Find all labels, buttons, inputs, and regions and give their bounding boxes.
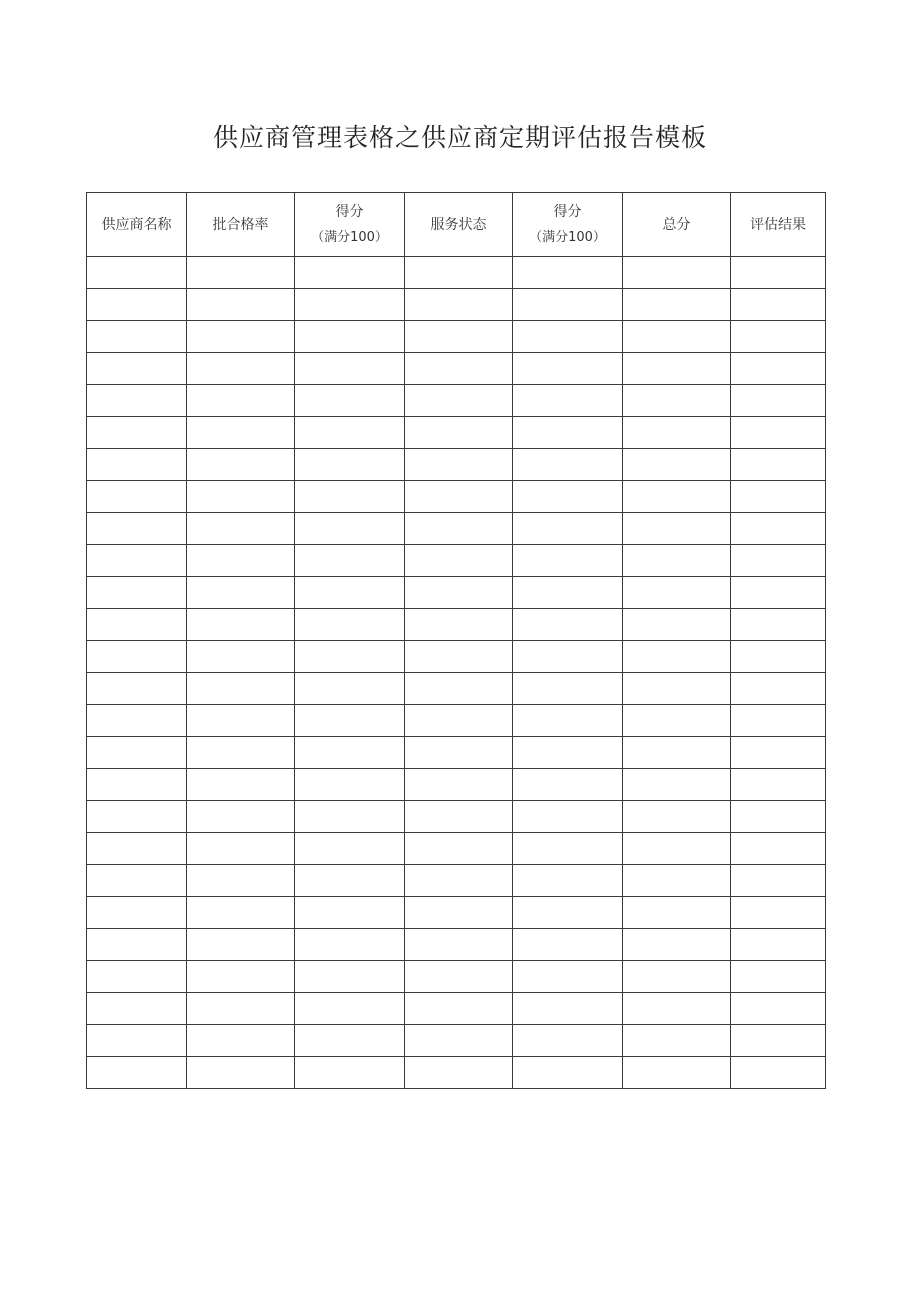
table-row [87,609,826,641]
table-cell[interactable] [295,1025,405,1057]
table-cell[interactable] [87,513,187,545]
table-cell[interactable] [295,417,405,449]
table-cell[interactable] [87,257,187,289]
table-cell[interactable] [295,481,405,513]
table-cell[interactable] [87,801,187,833]
table-row [87,481,826,513]
table-cell[interactable] [187,737,295,769]
table-cell[interactable] [187,257,295,289]
header-service-status [405,193,513,257]
table-cell[interactable] [87,641,187,673]
table-cell[interactable] [295,993,405,1025]
table-cell[interactable] [731,673,826,705]
table-cell[interactable] [295,929,405,961]
table-row [87,833,826,865]
table-cell[interactable] [187,1057,295,1089]
page-title: 供应商管理表格之供应商定期评估报告模板 [212,123,707,152]
table-cell[interactable] [513,993,623,1025]
table-cell[interactable] [87,417,187,449]
table-cell[interactable] [731,289,826,321]
table-cell[interactable] [87,705,187,737]
header-label: 供应商名称 [101,216,172,233]
table-cell[interactable] [623,417,731,449]
table-cell[interactable] [623,673,731,705]
header-sublabel: （满分100） [529,229,606,245]
table-cell[interactable] [405,769,513,801]
header-quality-score [295,193,405,257]
table-cell[interactable] [513,385,623,417]
table-cell[interactable] [295,705,405,737]
table-cell[interactable] [623,897,731,929]
table-row [87,417,826,449]
table-cell[interactable] [623,769,731,801]
header-label: 批合格率 [212,216,269,233]
header-batch-pass-rate [187,193,295,257]
table-cell[interactable] [187,673,295,705]
table-cell[interactable] [731,705,826,737]
table-cell[interactable] [731,577,826,609]
table-cell[interactable] [87,961,187,993]
header-row [87,193,826,257]
table-cell[interactable] [623,609,731,641]
table-cell[interactable] [87,577,187,609]
table-cell[interactable] [295,385,405,417]
table-cell[interactable] [87,481,187,513]
table-cell[interactable] [731,545,826,577]
header-label: 总分 [662,216,691,233]
table-cell[interactable] [405,705,513,737]
table-cell[interactable] [405,833,513,865]
table-cell[interactable] [87,769,187,801]
table-cell[interactable] [405,321,513,353]
header-label: 评估结果 [750,216,806,233]
table-cell[interactable] [187,929,295,961]
table-cell[interactable] [187,513,295,545]
table-cell[interactable] [405,801,513,833]
table-cell[interactable] [513,417,623,449]
table-cell[interactable] [187,609,295,641]
table-cell[interactable] [87,929,187,961]
table-cell[interactable] [513,353,623,385]
table-cell[interactable] [513,257,623,289]
table-cell[interactable] [513,481,623,513]
table-cell[interactable] [513,929,623,961]
table-cell[interactable] [405,673,513,705]
table-cell[interactable] [405,865,513,897]
table-cell[interactable] [295,545,405,577]
table-cell[interactable] [731,929,826,961]
table-cell[interactable] [295,577,405,609]
table-cell[interactable] [513,737,623,769]
table-cell[interactable] [87,1057,187,1089]
table-cell[interactable] [623,705,731,737]
table-cell[interactable] [623,961,731,993]
table-cell[interactable] [731,961,826,993]
table-row [87,961,826,993]
table-cell[interactable] [87,865,187,897]
table-cell[interactable] [405,961,513,993]
table-cell[interactable] [623,929,731,961]
table-row [87,1025,826,1057]
table-cell[interactable] [623,321,731,353]
table-cell[interactable] [623,641,731,673]
table-cell[interactable] [295,897,405,929]
header-service-score [513,193,623,257]
table-cell[interactable] [405,1025,513,1057]
table-row [87,577,826,609]
table-cell[interactable] [405,289,513,321]
table-cell[interactable] [405,1057,513,1089]
table-cell[interactable] [623,865,731,897]
table-cell[interactable] [295,833,405,865]
table-row [87,737,826,769]
table-cell[interactable] [87,609,187,641]
table-cell[interactable] [187,353,295,385]
table-cell[interactable] [87,737,187,769]
table-row [87,1057,826,1089]
supplier-evaluation-table [86,192,826,1089]
table-cell[interactable] [187,769,295,801]
table-row [87,385,826,417]
table-cell[interactable] [295,609,405,641]
table-cell[interactable] [187,993,295,1025]
table-cell[interactable] [513,545,623,577]
table-cell[interactable] [405,481,513,513]
table-cell[interactable] [405,993,513,1025]
table-cell[interactable] [731,1057,826,1089]
table-cell[interactable] [513,641,623,673]
table-cell[interactable] [187,961,295,993]
header-evaluation-result [731,193,826,257]
table-cell[interactable] [731,865,826,897]
table-cell[interactable] [87,353,187,385]
table-row [87,865,826,897]
table-cell[interactable] [87,993,187,1025]
table-cell[interactable] [513,769,623,801]
table-cell[interactable] [405,513,513,545]
table-cell[interactable] [87,321,187,353]
table-cell[interactable] [295,737,405,769]
table-cell[interactable] [513,705,623,737]
table-cell[interactable] [513,961,623,993]
table-cell[interactable] [87,897,187,929]
header-supplier-name [87,193,187,257]
table-cell[interactable] [623,513,731,545]
table-cell[interactable] [623,1057,731,1089]
table-cell[interactable] [295,641,405,673]
table-cell[interactable] [513,609,623,641]
table-cell[interactable] [731,641,826,673]
table-cell[interactable] [513,449,623,481]
table-row [87,801,826,833]
table-cell[interactable] [295,961,405,993]
table-cell[interactable] [405,577,513,609]
table-row [87,513,826,545]
table-cell[interactable] [623,1025,731,1057]
table-cell[interactable] [295,801,405,833]
table-cell[interactable] [623,545,731,577]
table-cell[interactable] [87,673,187,705]
table-cell[interactable] [731,609,826,641]
table-cell[interactable] [513,897,623,929]
table-cell[interactable] [295,257,405,289]
table-cell[interactable] [295,673,405,705]
table-cell[interactable] [731,737,826,769]
table-cell[interactable] [187,449,295,481]
table-row [87,705,826,737]
table-cell[interactable] [623,833,731,865]
table-cell[interactable] [623,449,731,481]
table-row [87,545,826,577]
table-row [87,993,826,1025]
header-sublabel: （满分100） [311,229,388,245]
table-cell[interactable] [187,385,295,417]
table-row [87,929,826,961]
table-cell[interactable] [513,321,623,353]
table-cell[interactable] [405,897,513,929]
table-cell[interactable] [513,577,623,609]
table-cell[interactable] [513,833,623,865]
table-row [87,673,826,705]
header-label: 得分 [335,203,364,220]
table-cell[interactable] [87,289,187,321]
table-row [87,257,826,289]
table-row [87,289,826,321]
table-cell[interactable] [405,929,513,961]
table-cell[interactable] [731,449,826,481]
header-label: 得分 [553,203,582,220]
table-cell[interactable] [731,353,826,385]
table-cell[interactable] [187,801,295,833]
table-cell[interactable] [295,1057,405,1089]
table-cell[interactable] [405,609,513,641]
table-cell[interactable] [405,545,513,577]
table-cell[interactable] [731,833,826,865]
table-cell[interactable] [405,737,513,769]
table-cell[interactable] [623,737,731,769]
table-cell[interactable] [187,321,295,353]
table-cell[interactable] [731,385,826,417]
table-cell[interactable] [187,289,295,321]
table-cell[interactable] [187,705,295,737]
table-cell[interactable] [623,385,731,417]
table-cell[interactable] [295,289,405,321]
table-cell[interactable] [87,1025,187,1057]
table-cell[interactable] [623,577,731,609]
table-cell[interactable] [731,897,826,929]
table-cell[interactable] [731,769,826,801]
table-row [87,353,826,385]
table-cell[interactable] [513,1057,623,1089]
table-cell[interactable] [405,257,513,289]
table-cell[interactable] [623,993,731,1025]
table-cell[interactable] [405,417,513,449]
table-cell[interactable] [513,289,623,321]
table-cell[interactable] [295,353,405,385]
table-cell[interactable] [187,417,295,449]
table-cell[interactable] [731,801,826,833]
table-cell[interactable] [731,993,826,1025]
table-row [87,897,826,929]
table-cell[interactable] [87,449,187,481]
table-cell[interactable] [513,673,623,705]
table-row [87,769,826,801]
table-cell[interactable] [295,449,405,481]
table-cell[interactable] [623,353,731,385]
table-cell[interactable] [731,481,826,513]
table-row [87,449,826,481]
table-cell[interactable] [295,865,405,897]
table-cell[interactable] [731,321,826,353]
table-cell[interactable] [513,865,623,897]
table-cell[interactable] [731,1025,826,1057]
table-cell[interactable] [513,513,623,545]
table-cell[interactable] [623,481,731,513]
table-cell[interactable] [731,513,826,545]
table-cell[interactable] [295,321,405,353]
table-cell[interactable] [187,577,295,609]
table-cell[interactable] [623,257,731,289]
table-cell[interactable] [187,481,295,513]
table-row [87,641,826,673]
table-cell[interactable] [405,353,513,385]
table-cell[interactable] [295,513,405,545]
header-label: 服务状态 [430,216,487,233]
table-cell[interactable] [405,385,513,417]
table-row [87,321,826,353]
table-cell[interactable] [187,865,295,897]
table-cell[interactable] [513,801,623,833]
table-cell[interactable] [187,1025,295,1057]
header-total-score [623,193,731,257]
table-cell[interactable] [513,1025,623,1057]
table-cell[interactable] [87,545,187,577]
table-cell[interactable] [187,545,295,577]
table-cell[interactable] [623,289,731,321]
table-cell[interactable] [731,257,826,289]
table-body [87,257,826,1089]
table-cell[interactable] [295,769,405,801]
table-cell[interactable] [87,833,187,865]
table-cell[interactable] [87,385,187,417]
table-cell[interactable] [623,801,731,833]
table-cell[interactable] [405,449,513,481]
table-cell[interactable] [187,833,295,865]
table-cell[interactable] [731,417,826,449]
table-cell[interactable] [187,641,295,673]
table-cell[interactable] [405,641,513,673]
table-cell[interactable] [187,897,295,929]
